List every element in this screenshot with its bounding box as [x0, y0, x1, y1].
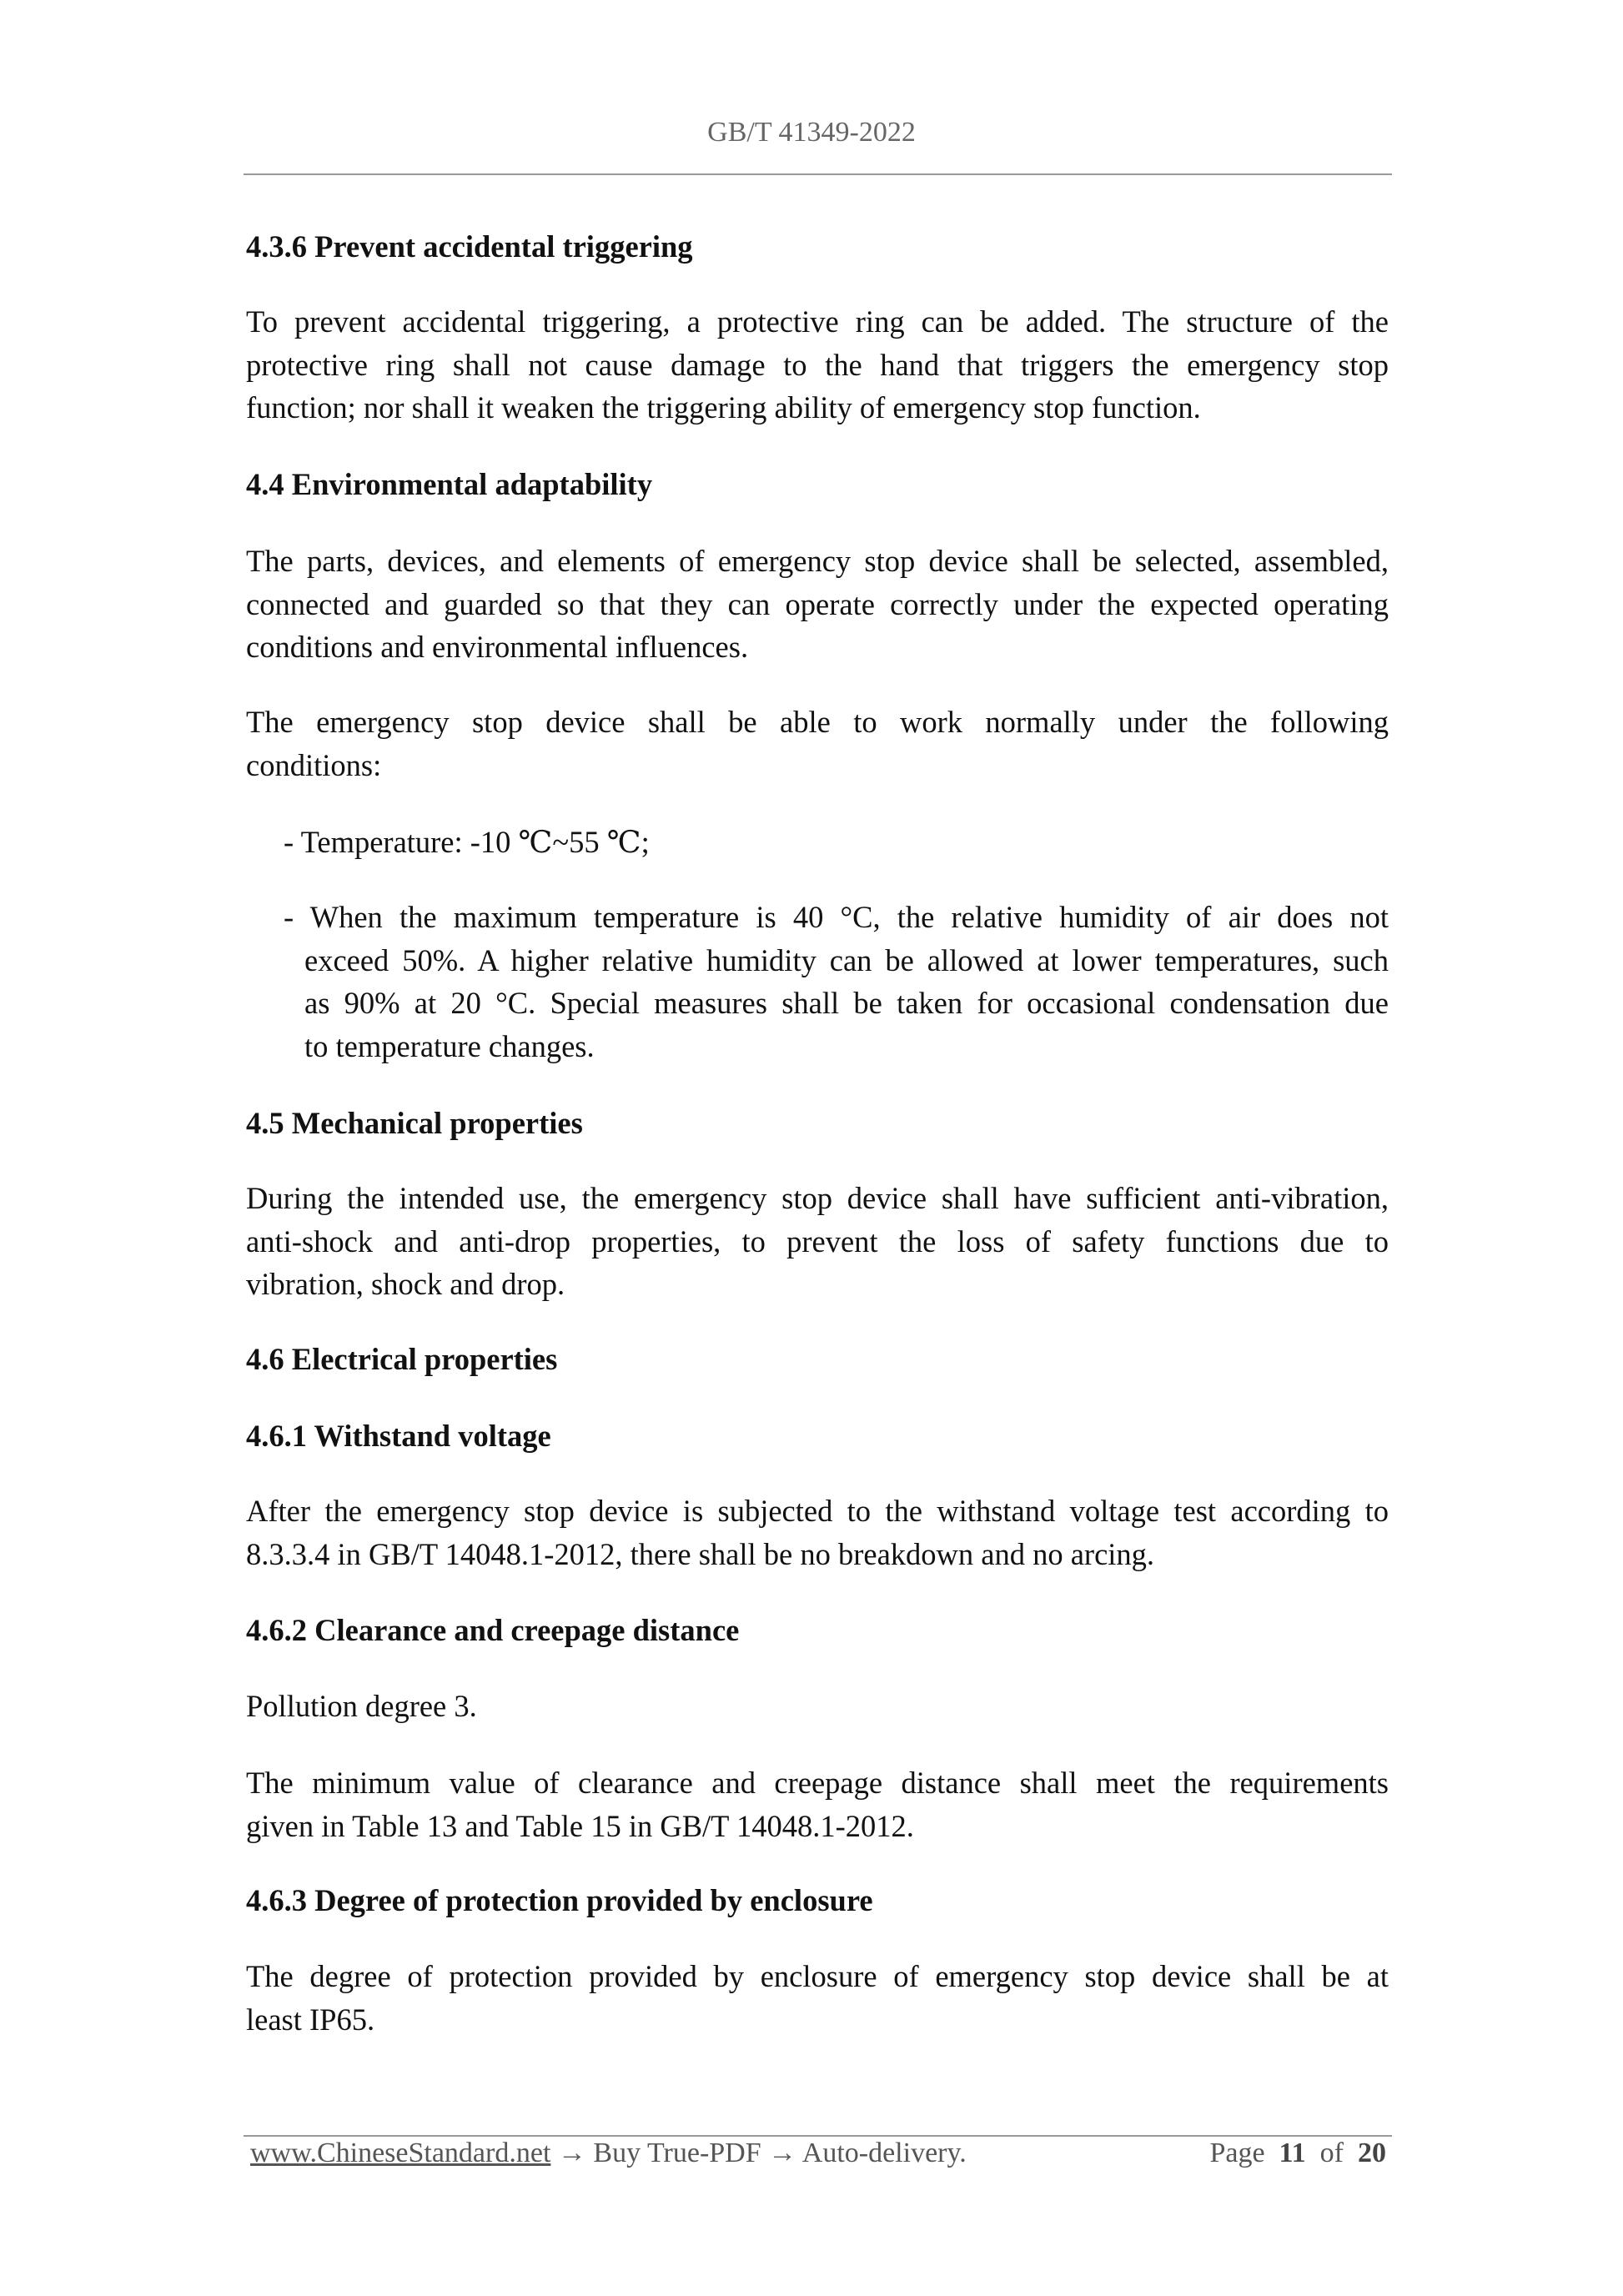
document-header-id: GB/T 41349-2022: [707, 117, 916, 148]
total-pages: 20: [1358, 2138, 1386, 2168]
text-line: The minimum value of clearance and creepage distance shall meet the requirements: [246, 1766, 1389, 1800]
text-line: function; nor shall it weaken the triggering ability of emergency stop function.: [246, 390, 1201, 425]
text-line: to temperature changes.: [304, 1028, 595, 1063]
paragraph: [246, 1955, 1389, 2041]
text-line: anti-shock and anti-drop properties, to prevent the loss of safety functions due to: [246, 1223, 1389, 1259]
text-line: After the emergency stop device is subjected to the withstand voltage test according to: [246, 1494, 1389, 1528]
paragraph: [246, 1761, 1389, 1847]
header-rule: [244, 173, 1392, 175]
current-page: 11: [1279, 2138, 1306, 2168]
section-heading: [246, 1414, 1389, 1458]
footer-rule: [244, 2135, 1392, 2137]
paragraph: [246, 1177, 1389, 1306]
section-heading: [246, 463, 1389, 506]
arrow-icon: →: [768, 2138, 797, 2168]
text-line: 4.6.1 Withstand voltage: [246, 1419, 551, 1453]
text-line: 4.6.3 Degree of protection provided by enclosure: [246, 1883, 873, 1917]
section-heading: [246, 1609, 1389, 1652]
text-line: protective ring shall not cause damage to the hand that triggers the emergency stop: [246, 347, 1389, 382]
page-number: [1209, 2138, 1386, 2169]
text-line: The parts, devices, and elements of emergency stop device shall be selected, assembled,: [246, 544, 1389, 578]
text-line: 4.3.6 Prevent accidental triggering: [246, 229, 693, 264]
text-line: Pollution degree 3.: [246, 1689, 477, 1723]
text-line: exceed 50%. A higher relative humidity can be allowed at lower temperatures, such: [304, 942, 1389, 977]
section-heading: [246, 1879, 1389, 1922]
text-line: given in Table 13 and Table 15 in GB/T 14048.1-2012.: [246, 1808, 914, 1843]
text-line: During the intended use, the emergency stop device shall have sufficient anti-vibration,: [246, 1181, 1389, 1215]
paragraph: [246, 300, 1389, 430]
list-item: [284, 896, 1389, 1068]
footer: [250, 2138, 1386, 2169]
text-line: 4.4 Environmental adaptability: [246, 467, 653, 501]
text-line: conditions:: [246, 747, 382, 782]
page-label: Page: [1209, 2138, 1265, 2168]
text-line: The emergency stop device shall be able to work normally under the following: [246, 705, 1389, 739]
text-line: connected and guarded so that they can operate correctly under the expected operating: [246, 586, 1389, 621]
text-line: least IP65.: [246, 2002, 375, 2037]
section-heading: [246, 1102, 1389, 1145]
text-line: To prevent accidental triggering, a protective ring can be added. The structure of the: [246, 304, 1389, 339]
text-line: 4.6.2 Clearance and creepage distance: [246, 1613, 740, 1647]
text-line: The degree of protection provided by enclosure of emergency stop device shall be at: [246, 1959, 1389, 1993]
paragraph: [246, 701, 1389, 786]
text-line: 4.5 Mechanical properties: [246, 1106, 583, 1140]
text-line: 8.3.3.4 in GB/T 14048.1-2012, there shall be no breakdown and no arcing.: [246, 1536, 1155, 1571]
footer-promo: [250, 2138, 967, 2169]
paragraph: [246, 1685, 1389, 1728]
text-line: - Temperature: -10 ℃~55 ℃;: [284, 825, 650, 859]
text-line: 4.6 Electrical properties: [246, 1342, 558, 1376]
buy-text: Buy True-PDF: [593, 2138, 761, 2168]
delivery-text: Auto-delivery.: [801, 2138, 967, 2168]
text-line: - When the maximum temperature is 40 °C, the relative humidity of air does not: [284, 900, 1389, 934]
section-heading: [246, 1338, 1389, 1381]
section-heading: [246, 225, 1389, 269]
website-link[interactable]: www.ChineseStandard.net: [250, 2138, 551, 2168]
text-line: as 90% at 20 °C. Special measures shall be taken for occasional condensation due: [304, 986, 1389, 1020]
paragraph: [246, 1490, 1389, 1575]
text-line: vibration, shock and drop.: [246, 1267, 565, 1301]
of-label: of: [1319, 2138, 1344, 2168]
paragraph: [246, 540, 1389, 669]
list-item: [284, 821, 1389, 864]
text-line: conditions and environmental influences.: [246, 630, 749, 664]
arrow-icon: →: [557, 2138, 586, 2168]
